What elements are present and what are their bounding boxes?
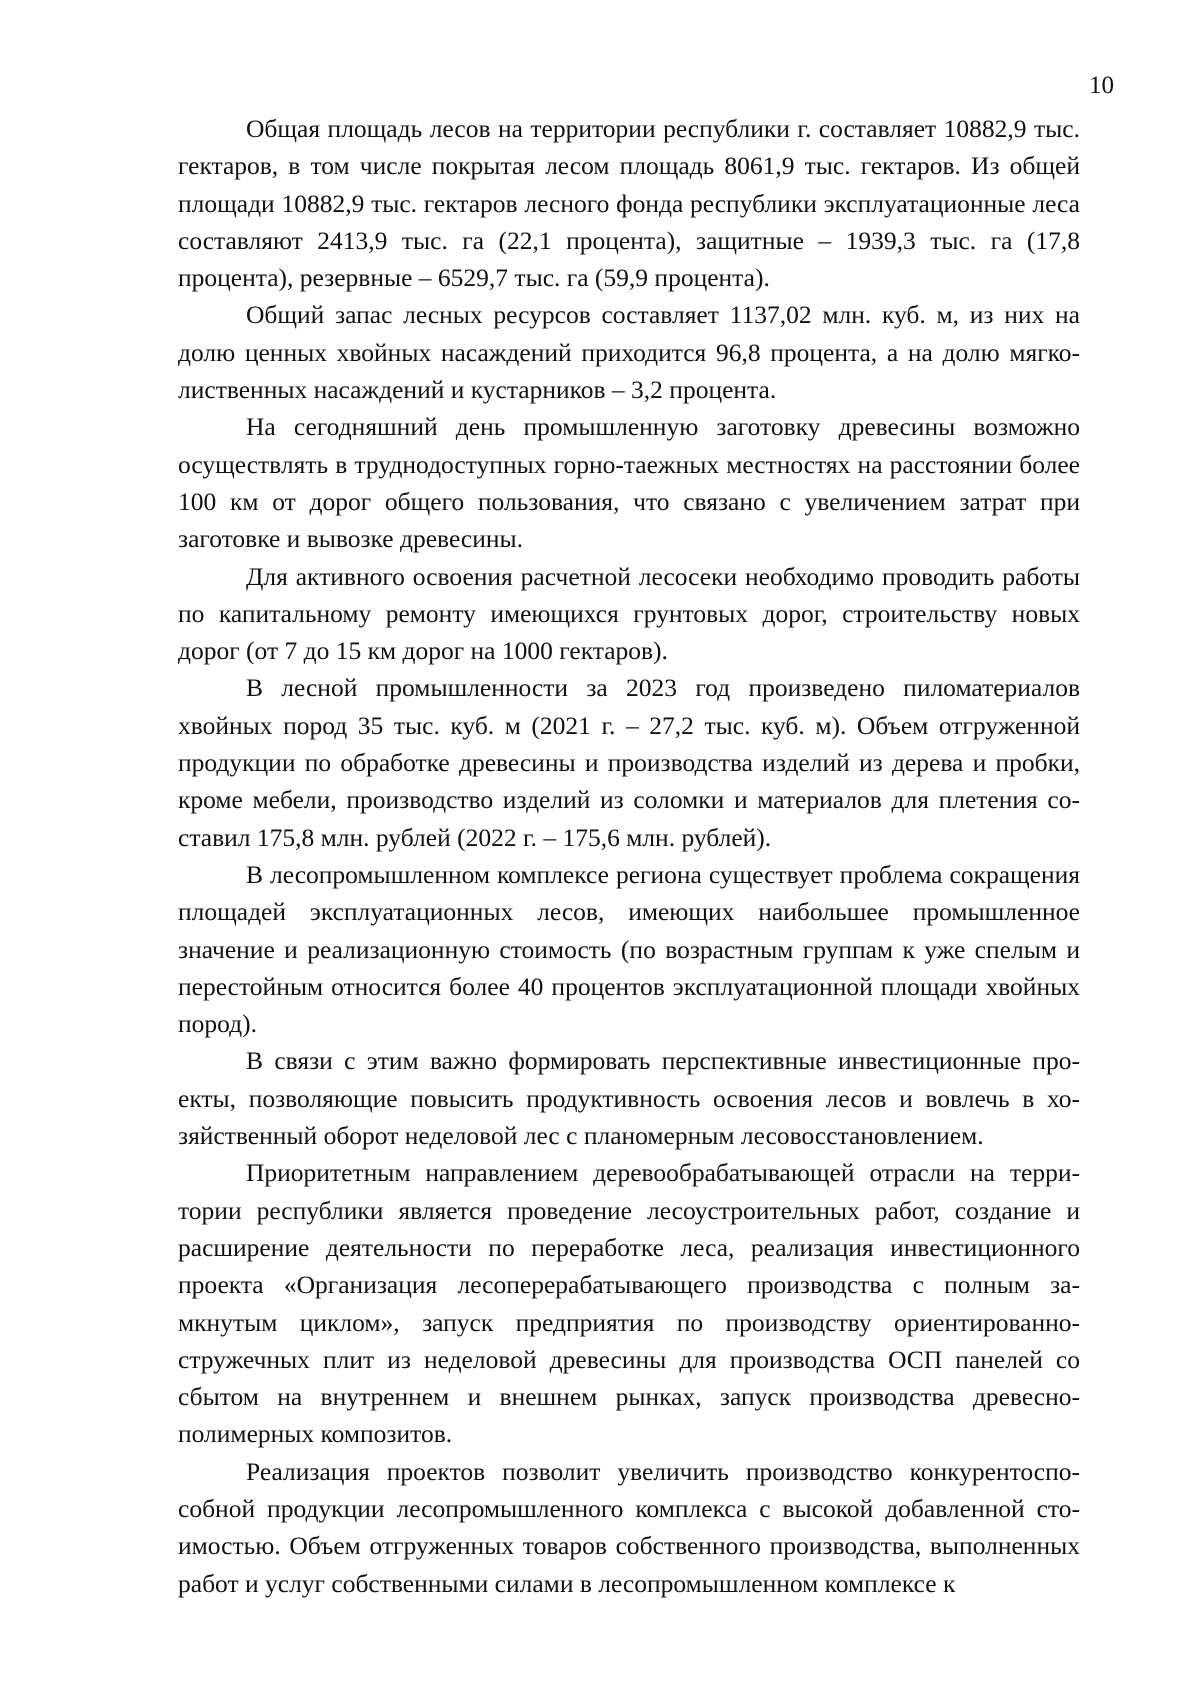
paragraph-project-implementation: Реализация проектов позволит увеличить производство конкурентоспособной продукции лесопромышленного комплекса с высокой добавленной стоимостью. Объем отгруженных товаров собственного производства, выполненных работ и услуг собственными силами в лесопромышленном комплексе к bbox=[178, 1456, 1080, 1598]
paragraph-forest-problem: В лесопромышленном комплексе региона существует проблема сокращения площадей эксплуатационных лесов, имеющих наибольшее промышленное значение и реализационную стоимость (по возрастным группам к уже спелым и перестойным относится более 40 процентов эксплуатационной площади хвойных пород). bbox=[178, 859, 1080, 1039]
document-body bbox=[178, 110, 1080, 1602]
paragraph-forest-area: Общая площадь лесов на территории республики г. составляет 10882,9 тыс. гектаров, в том числе покрытая лесом площадь 8061,9 тыс. гектаров. Из общей площади 10882,9 тыс. гектаров лесного фонда республики эксплуатационные леса составляют 2413,9 тыс. га (22,1 процента), защитные – 1939,3 тыс. га (17,8 процента), резервные – 6529,7 тыс. га (59,9 процента). bbox=[178, 114, 1080, 293]
paragraph-forest-resources: Общий запас лесных ресурсов составляет 1137,02 млн. куб. м, из них на долю ценных хвойных насаждений приходится 96,8 процента, а на долю мягколиственных насаждений и кустарников – 3,2 процента. bbox=[178, 300, 1080, 405]
paragraph-production-2023: В лесной промышленности за 2023 год произведено пиломатериалов хвойных пород 35 тыс. куб. м (2021 г. – 27,2 тыс. куб. м). Объем отгруженной продукции по обработке древесины и производства изделий из дерева и пробки, кроме мебели, производство изделий из соломки и материалов для плетения составил 175,8 млн. рублей (2022 г. – 175,6 млн. рублей). bbox=[178, 673, 1080, 852]
paragraph-investment-projects: В связи с этим важно формировать перспективные инвестиционные проекты, позволяющие повысить продуктивность освоения лесов и вовлечь в хозяйственный оборот неделовой лес с планомерным лесовосстановлением. bbox=[178, 1046, 1080, 1151]
paragraph-road-works: Для активного освоения расчетной лесосеки необходимо проводить работы по капитальному ремонту имеющихся грунтовых дорог, строительству новых дорог (от 7 до 15 км дорог на 1000 гектаров). bbox=[178, 561, 1080, 666]
paragraph-harvesting-conditions: На сегодняшний день промышленную заготовку древесины возможно осуществлять в труднодоступных горно-таежных местностях на расстоянии более 100 км от дорог общего пользования, что связано с увеличением затрат при заготовке и вывозке древесины. bbox=[178, 412, 1080, 554]
paragraph-priority-direction: Приоритетным направлением деревообрабатывающей отрасли на территории республики является проведение лесоустроительных работ, создание и расширение деятельности по переработке леса, реализация инвестиционного проекта «Организация лесоперерабатывающего производства с полным замкнутым циклом», запуск предприятия по производству ориентированно-стружечных плит из неделовой древесины для производства ОСП панелей со сбытом на внутреннем и внешнем рынках, запуск производства древеснополимерных композитов. bbox=[178, 1158, 1080, 1449]
page-number: 10 bbox=[1089, 72, 1114, 99]
